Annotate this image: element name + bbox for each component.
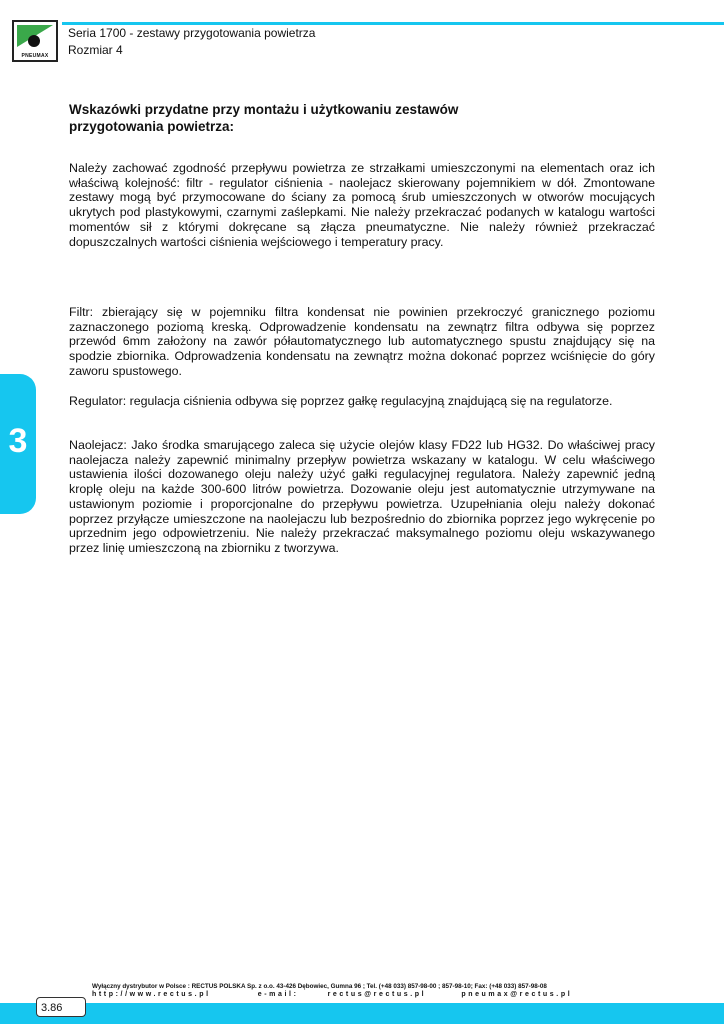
- logo-dot-icon: [28, 35, 40, 47]
- pneumax-logo: [12, 20, 58, 62]
- paragraph-filter: Filtr: zbierający się w pojemniku filtra kondensat nie powinien przekroczyć granicznego poziomu zaznaczonego poziomą kreską. Odprowadzenie kondensatu na zewnątrz filtra odbywa się poprzez przewód 6mm założony na zawór półautomatycznego lub automatycznego spustu znajdujący się na spodzie zbiornika. Odprowadzenia kondensatu na zewnątrz można dokonać poprzez wciśnięcie do góry zaworu spustowego.: [69, 305, 655, 378]
- footer-website-link[interactable]: http://www.rectus.pl: [92, 991, 211, 998]
- footer-email-rectus-link[interactable]: rectus@rectus.pl: [327, 991, 427, 998]
- paragraph-general: Należy zachować zgodność przepływu powietrza ze strzałkami umieszczonymi na elementach oraz ich właściwą kolejność: filtr - regulator ciśnienia - naolejacz skierowany pojemnikiem w dół. Zmontowane zestawy mogą być przymocowane do ściany za pomocą śrub umieszczonych w otworów mocujących ukrytych pod plastykowymi, czarnymi zaślepkami. Nie należy przekraczać podanych w katalogu wartości momentów sił z którymi dokręcane są złącza pneumatyczne. Nie należy również przekraczać dopuszczalnych wartości ciśnienia wejściowego i temperatury pracy.: [69, 161, 655, 249]
- footer-bar: [0, 1003, 724, 1024]
- paragraph-lubricator: Naolejacz: Jako środka smarującego zaleca się użycie olejów klasy FD22 lub HG32. Do właściwej pracy naolejacza należy zapewnić minimalny przepływ powietrza wskazany w katalogu. W celu właściwego ustawienia ilości dozowanego oleju należy użyć gałki regulacyjnej regulatora. Należy zapewnić jedną kroplę oleju na każde 300-600 litrów powietrza. Dozowanie oleju jest automatycznie utrzymywane na ustawionym poziomie i proporcjonalne do przepływu powietrza. Uzupełniania oleju należy dokonać poprzez przyłącze umieszczone na naolejaczu lub bezpośrednio do zbiornika poprzez jego wykręcenie po uprzednim jego odpowietrzeniu. Nie należy przekraczać maksymalnego poziomu oleju wskazywanego przez linię umieszczoną na zbiorniku z tworzywa.: [69, 438, 655, 555]
- header-rule: [62, 22, 724, 25]
- footer-contacts: [92, 991, 572, 998]
- section-tab: [0, 374, 36, 514]
- header-size: Rozmiar 4: [68, 43, 123, 57]
- logo-text: PNEUMAX: [21, 53, 49, 59]
- paragraph-regulator: Regulator: regulacja ciśnienia odbywa się poprzez gałkę regulacyjną znajdującą się na regulatorze.: [69, 394, 613, 408]
- footer-email-label: e-mail:: [257, 991, 299, 998]
- page-number: 3.86: [36, 997, 86, 1017]
- footer-distributor: Wyłączny dystrybutor w Polsce : RECTUS POLSKA Sp. z o.o. 43-426 Dębowiec, Gumna 96 ; Tel. (+48 033) 857-98-00 ; 857-98-10; Fax: (+48 033) 857-98-08: [92, 983, 547, 990]
- section-number: 3: [8, 422, 28, 460]
- footer-email-pneumax-link[interactable]: pneumax@rectus.pl: [461, 991, 573, 998]
- header-series: Seria 1700 - zestawy przygotowania powietrza: [68, 26, 316, 40]
- page-title: Wskazówki przydatne przy montażu i użytkowaniu zestawów przygotowania powietrza:: [69, 102, 459, 134]
